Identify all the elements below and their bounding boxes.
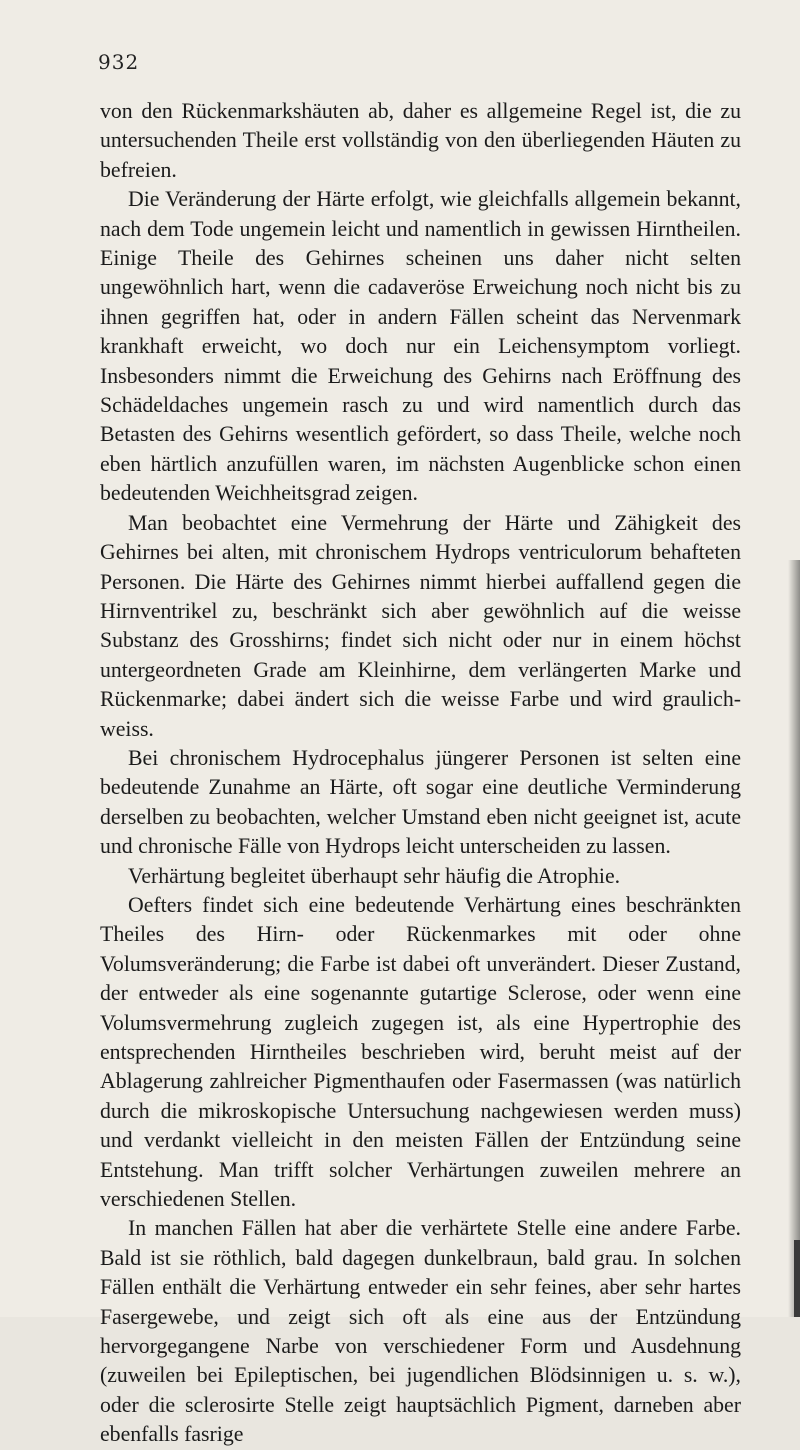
page-number: 932 (98, 50, 140, 74)
paragraph: Verhärtung begleitet überhaupt sehr häufig die Atrophie. (128, 863, 621, 888)
body-text (100, 97, 741, 1450)
page-edge-shadow (788, 560, 800, 1317)
paragraph: Man beobachtet eine Vermehrung der Härte und Zähigkeit des Gehirnes bei alten, mit chronischem Hydrops ventriculorum behafteten Personen. Die Härte des Gehirnes nimmt hierbei auffallend gegen die Hirnventrikel zu, beschränkt sich aber gewöhnlich auf die weisse Substanz des Grosshirns; findet sich nicht oder nur in einem höchst untergeordneten Grade am Kleinhirne, dem verlängerten Marke und Rückenmarke; dabei ändert sich die weisse Farbe und wird graulich-weiss. (100, 510, 741, 741)
page-edge-mark (794, 1240, 800, 1317)
paragraph: In manchen Fällen hat aber die verhärtete Stelle eine andere Farbe. Bald ist sie röthlich, bald dagegen dunkelbraun, bald grau. In solchen Fällen enthält die Verhärtung entweder ein sehr feines, aber sehr hartes Fasergewebe, und zeigt sich oft als eine aus der Entzündung hervorgegangene Narbe von verschiedener Form und Ausdehnung (zuweilen bei Epileptischen, bei jugendlichen Blödsinnigen u. s. w.), oder die sclerosirte Stelle zeigt hauptsächlich Pigment, darneben aber ebenfalls fasrige (100, 1216, 741, 1447)
paragraph: Bei chronischem Hydrocephalus jüngerer Personen ist selten eine bedeutende Zunahme an Härte, oft sogar eine deutliche Verminderung derselben zu beobachten, welcher Umstand eben nicht geeignet ist, acute und chronische Fälle von Hydrops leicht unterscheiden zu lassen. (100, 745, 741, 859)
paragraph: Die Veränderung der Härte erfolgt, wie gleichfalls allgemein bekannt, nach dem Tode ungemein leicht und namentlich in gewissen Hirntheilen. Einige Theile des Gehirnes scheinen uns daher nicht selten ungewöhnlich hart, wenn die cadaveröse Erweichung noch nicht bis zu ihnen gegriffen hat, oder in andern Fällen scheint das Nervenmark krankhaft erweicht, wo doch nur ein Leichensymptom vorliegt. Insbesonders nimmt die Erweichung des Gehirns nach Eröffnung des Schädeldaches ungemein rasch zu und wird namentlich durch das Betasten des Gehirns wesentlich gefördert, so dass Theile, welche noch eben härtlich anzufüllen waren, im nächsten Augenblicke schon einen bedeutenden Weichheitsgrad zeigen. (100, 187, 741, 506)
paragraph: Oefters findet sich eine bedeutende Verhärtung eines beschränkten Theiles des Hirn- oder Rückenmarkes mit oder ohne Volumsveränderung; die Farbe ist dabei oft unverändert. Dieser Zustand, der entweder als eine sogenannte gutartige Sclerose, oder wenn eine Volumsvermehrung zugleich zugegen ist, als eine Hypertrophie des entsprechenden Hirntheiles beschrieben wird, beruht meist auf der Ablagerung zahlreicher Pigmenthaufen oder Fasermassen (was natürlich durch die mikroskopische Untersuchung nachgewiesen werden muss) und verdankt vielleicht in den meisten Fällen der Entzündung seine Entstehung. Man trifft solcher Verhärtungen zuweilen mehrere an verschiedenen Stellen. (100, 892, 741, 1212)
paragraph: von den Rückenmarkshäuten ab, daher es allgemeine Regel ist, die zu untersuchenden Theile erst vollständig von den überliegenden Häuten zu befreien. (100, 99, 741, 182)
